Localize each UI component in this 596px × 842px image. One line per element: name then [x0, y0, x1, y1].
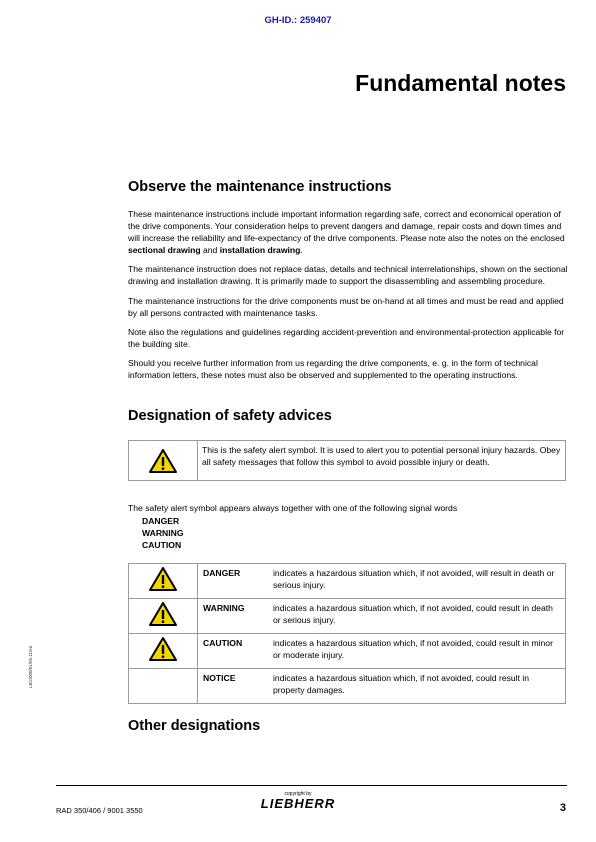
- empty-icon-cell: [129, 669, 198, 704]
- safety-alert-box: [128, 440, 566, 481]
- signal-word-cell: WARNING: [198, 599, 274, 634]
- signal-words-intro: The safety alert symbol appears always together with one of the following signal words: [128, 503, 458, 513]
- icon-cell: [129, 564, 198, 599]
- maintenance-paragraph-2: The maintenance instruction does not replace datas, details and technical interrelationships, shown on the sectional drawing and installation drawing. It is primarily made to support the disassembling and assembling procedure.: [128, 264, 568, 287]
- warning-triangle-icon: [148, 636, 178, 662]
- warning-triangle-icon: [148, 601, 178, 627]
- maintenance-paragraph-5: Should you receive further information from us regarding the drive components, e. g. in the form of technical information letters, these notes must also be observed and supplemented to the operating instructions.: [128, 357, 538, 381]
- alert-icon-cell: [129, 441, 197, 480]
- warning-triangle-icon: [148, 448, 178, 474]
- icon-cell: [129, 599, 198, 634]
- signal-word-cell: CAUTION: [198, 634, 274, 669]
- maintenance-paragraph-4: Note also the regulations and guidelines regarding accident-prevention and environmental-protection applicable for the building site.: [128, 326, 565, 349]
- maintenance-paragraph-1: [128, 208, 568, 256]
- document-code: RAD 350/406 / 9001 3550: [56, 806, 143, 815]
- table-row: [129, 599, 566, 634]
- signal-word: DANGER: [142, 516, 180, 526]
- page-number: 3: [559, 802, 566, 814]
- signal-words-table: [128, 563, 566, 704]
- footer-rule: [56, 785, 567, 786]
- signal-description-cell: indicates a hazardous situation which, if not avoided, could result in property damages.: [273, 669, 566, 704]
- section-heading-other: Other designations: [128, 718, 261, 734]
- text-run: .: [300, 245, 303, 256]
- signal-word-cell: NOTICE: [198, 669, 274, 704]
- signal-word: CAUTION: [142, 540, 182, 551]
- bold-installation-drawing: installation drawing: [219, 245, 301, 256]
- page-title: Fundamental notes: [355, 70, 566, 96]
- table-row: [129, 669, 566, 704]
- signal-words-list: [142, 515, 184, 551]
- section-heading-maintenance: Observe the maintenance instructions: [128, 179, 392, 195]
- maintenance-body: [128, 208, 568, 388]
- bold-sectional-drawing: sectional drawing: [128, 245, 201, 256]
- warning-triangle-icon: [148, 566, 178, 592]
- signal-description-cell: indicates a hazardous situation which, if not avoided, could result in minor or moderate injury.: [273, 634, 566, 669]
- section-heading-safety: Designation of safety advices: [128, 408, 332, 424]
- text-run: These maintenance instructions include important information regarding safe, correct and economical operation of the drive components. Your consideration helps to prevent dangers and damage, repair costs and down times and will increase the reliability and life-expectancy of the drive components. Please note also the notes on the enclosed: [128, 209, 565, 244]
- signal-word-cell: DANGER: [198, 564, 274, 599]
- signal-description-cell: indicates a hazardous situation which, if not avoided, will result in death or serious injury.: [273, 564, 566, 599]
- box-divider: [197, 441, 198, 480]
- liebherr-logo: LIEBHERR: [260, 796, 336, 811]
- gh-id: GH-ID.: 259407: [264, 15, 332, 26]
- side-document-code: LBC/000/01/09.11/en: [28, 645, 33, 688]
- maintenance-paragraph-3: The maintenance instructions for the drive components must be on-hand at all times and must be read and applied by all persons contracted with maintenance tasks.: [128, 295, 564, 318]
- signal-description-cell: indicates a hazardous situation which, if not avoided, could result in death or serious injury.: [273, 599, 566, 634]
- copyright-label: copyright by: [284, 791, 312, 797]
- text-run: and: [200, 245, 220, 256]
- table-row: [129, 564, 566, 599]
- icon-cell: [129, 634, 198, 669]
- signal-word: WARNING: [142, 528, 184, 539]
- alert-text: This is the safety alert symbol. It is used to alert you to potential personal injury hazards. Obey all safety messages that follow this symbol to avoid possible injury or death.: [202, 445, 561, 468]
- table-row: [129, 634, 566, 669]
